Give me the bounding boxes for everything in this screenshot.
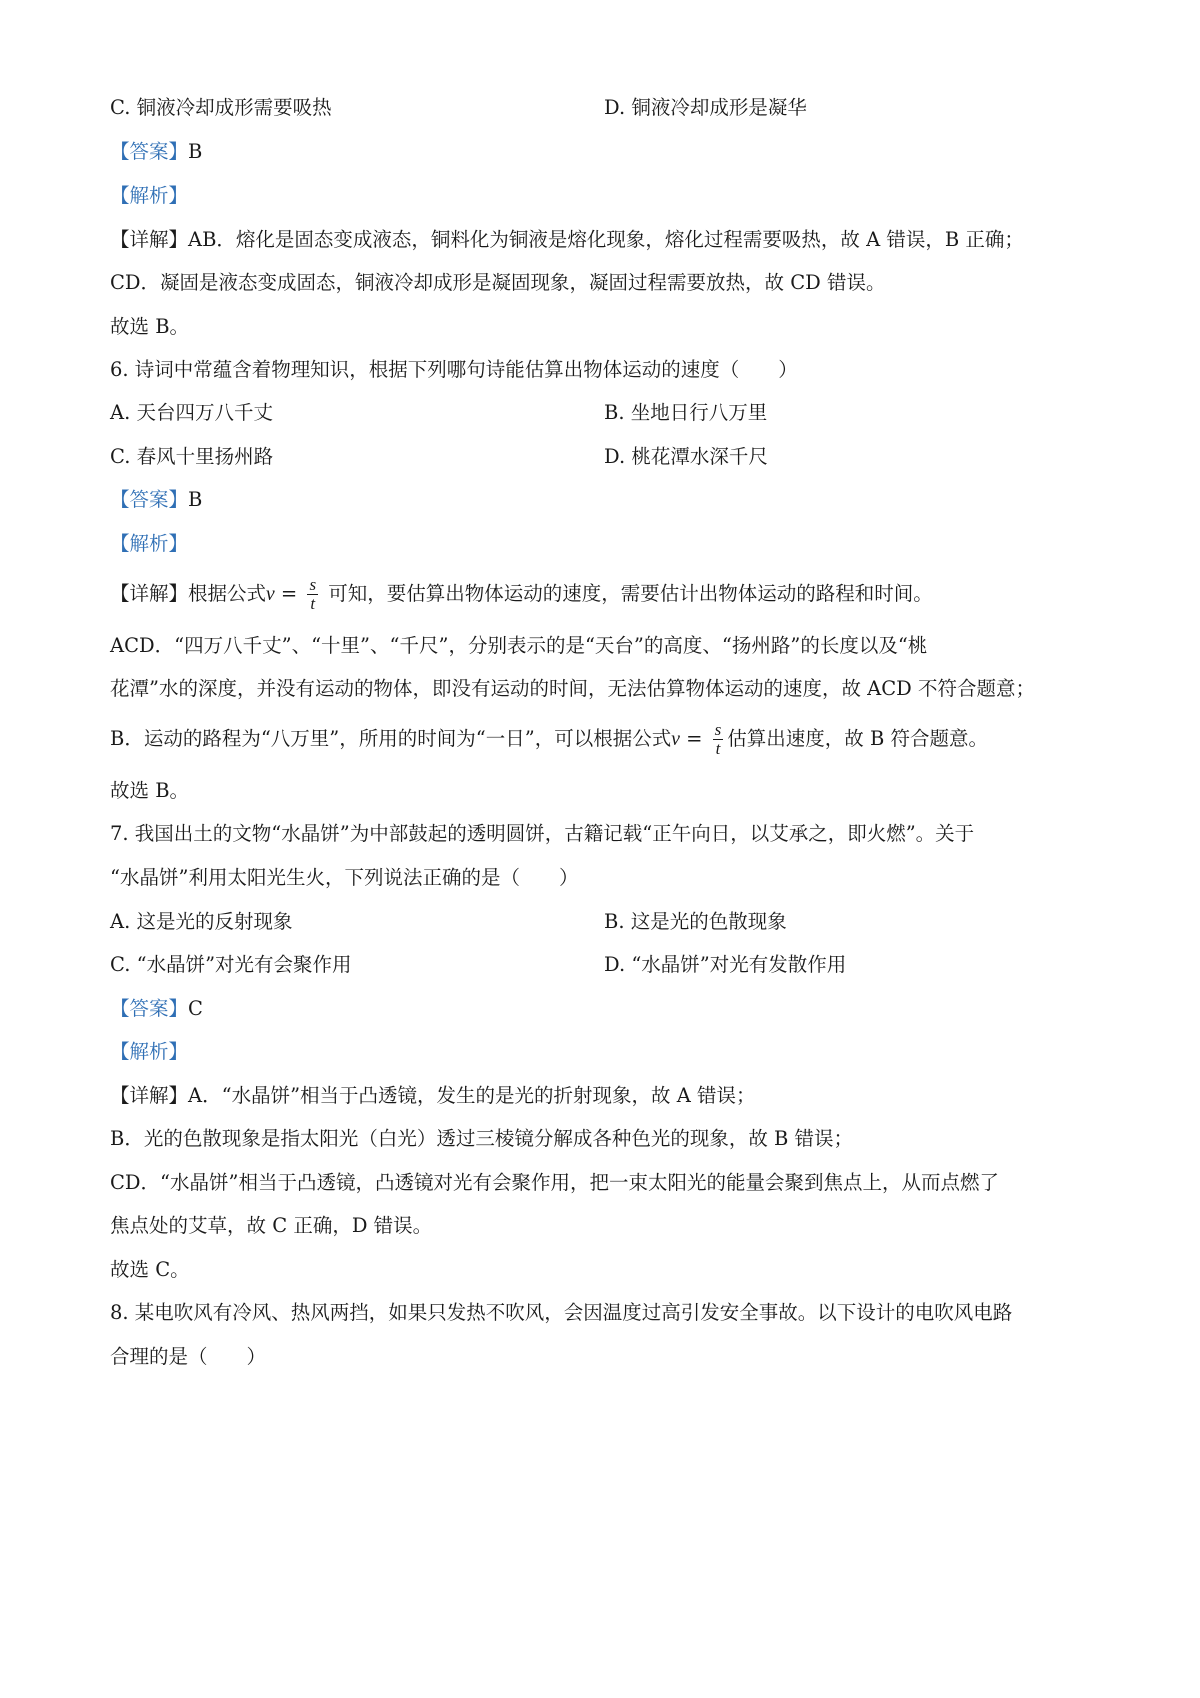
answer-label: 【答案】 [110,488,189,511]
formula-numerator: s [309,575,317,594]
q8-stem-line-2: 合理的是（ ） [110,1345,267,1368]
q6-option-a: A. 天台四万八千丈 [110,401,273,424]
answer-label: 【答案】 [110,997,189,1020]
formula-denominator: t [310,594,316,613]
q6-option-d: D. 桃花潭水深千尺 [604,445,768,468]
q7-option-b: B. 这是光的色散现象 [604,910,787,933]
q7-detail-line-1 [110,1084,756,1108]
formula-v: v [266,584,275,605]
q5-detail-line-2: CD．凝固是液态变成固态，铜液冷却成形是凝固现象，凝固过程需要放热，故 CD 错误。 [110,271,886,294]
q5-option-d: D. 铜液冷却成形是凝华 [604,96,807,119]
formula-fraction [713,721,724,758]
q6-detail-line-2: ACD．“四万八千丈”、“十里”、“千尺”，分别表示的是“天台”的高度、“扬州路”的长度以及“桃 [110,634,928,657]
q7-option-c: C. “水晶饼”对光有会聚作用 [110,953,352,976]
detail-label: 【详解】 [110,228,189,251]
answer-value: B [188,488,203,511]
q6-option-b: B. 坐地日行八万里 [604,401,768,424]
answer-value: B [188,140,203,163]
q7-detail-line-4: 焦点处的艾草，故 C 正确，D 错误。 [110,1214,433,1237]
q7-stem-line-1: 7. 我国出土的文物“水晶饼”为中部鼓起的透明圆饼，古籍记载“正午向日，以艾承之，即火燃”。关于 [110,822,975,845]
answer-label: 【答案】 [110,140,189,163]
q7-options-row-ab [110,910,1110,934]
detail-text: A．“水晶饼”相当于凸透镜，发生的是光的折射现象，故 A 错误； [188,1084,756,1107]
q7-answer [110,997,203,1021]
q7-option-a: A. 这是光的反射现象 [110,910,293,933]
formula-equals: = [679,727,709,750]
q6-options-row-cd [110,445,1110,469]
q5-answer [110,140,202,164]
q6-option-c: C. 春风十里扬州路 [110,445,274,468]
q5-conclusion: 故选 B。 [110,315,190,338]
detail-label: 【详解】 [110,1084,189,1107]
formula-denominator: t [715,739,721,758]
formula-fraction [307,576,318,613]
q7-analysis-label: 【解析】 [110,1040,189,1063]
formula-v: v [671,729,680,750]
q5-analysis-label: 【解析】 [110,184,189,207]
q7-conclusion: 故选 C。 [110,1258,190,1281]
q5-option-c: C. 铜液冷却成形需要吸热 [110,96,332,119]
detail-text: 可知，要估算出物体运动的速度，需要估计出物体运动的路程和时间。 [322,582,933,605]
detail-text: 估算出速度，故 B 符合题意。 [727,727,988,750]
q7-detail-line-2: B．光的色散现象是指太阳光（白光）透过三棱镜分解成各种色光的现象，故 B 错误； [110,1127,854,1150]
q6-options-row-ab [110,401,1110,425]
q5-options-row-cd [110,96,1110,120]
answer-value: C [188,997,203,1020]
detail-text: AB．熔化是固态变成液态，铜料化为铜液是熔化现象，熔化过程需要吸热，故 A 错误，B 正确； [188,228,1024,251]
q7-options-row-cd [110,953,1110,977]
formula-equals: = [274,582,304,605]
q6-conclusion: 故选 B。 [110,779,190,802]
q6-detail-line-4 [110,719,988,760]
formula-numerator: s [714,720,722,739]
q6-analysis-label: 【解析】 [110,532,189,555]
q6-answer [110,488,202,512]
q6-detail-line-3: 花潭”水的深度，并没有运动的物体，即没有运动的时间，无法估算物体运动的速度，故 ACD 不符合题意； [110,677,1036,700]
detail-text: B．运动的路程为“八万里”，所用的时间为“一日”，可以根据公式 [110,727,672,750]
q7-detail-line-3: CD．“水晶饼”相当于凸透镜，凸透镜对光有会聚作用，把一束太阳光的能量会聚到焦点上，从而点燃了 [110,1171,999,1194]
detail-text: 根据公式 [188,582,267,605]
q7-option-d: D. “水晶饼”对光有发散作用 [604,953,847,976]
q8-stem-line-1: 8. 某电吹风有冷风、热风两挡，如果只发热不吹风，会因温度过高引发安全事故。以下设计的电吹风电路 [110,1301,1013,1324]
q7-stem-line-2: “水晶饼”利用太阳光生火，下列说法正确的是（ ） [110,866,579,889]
detail-label: 【详解】 [110,582,189,605]
q5-detail-line-1 [110,228,1024,252]
q6-detail-line-1 [110,574,933,615]
q6-stem: 6. 诗词中常蕴含着物理知识，根据下列哪句诗能估算出物体运动的速度（ ） [110,358,798,381]
